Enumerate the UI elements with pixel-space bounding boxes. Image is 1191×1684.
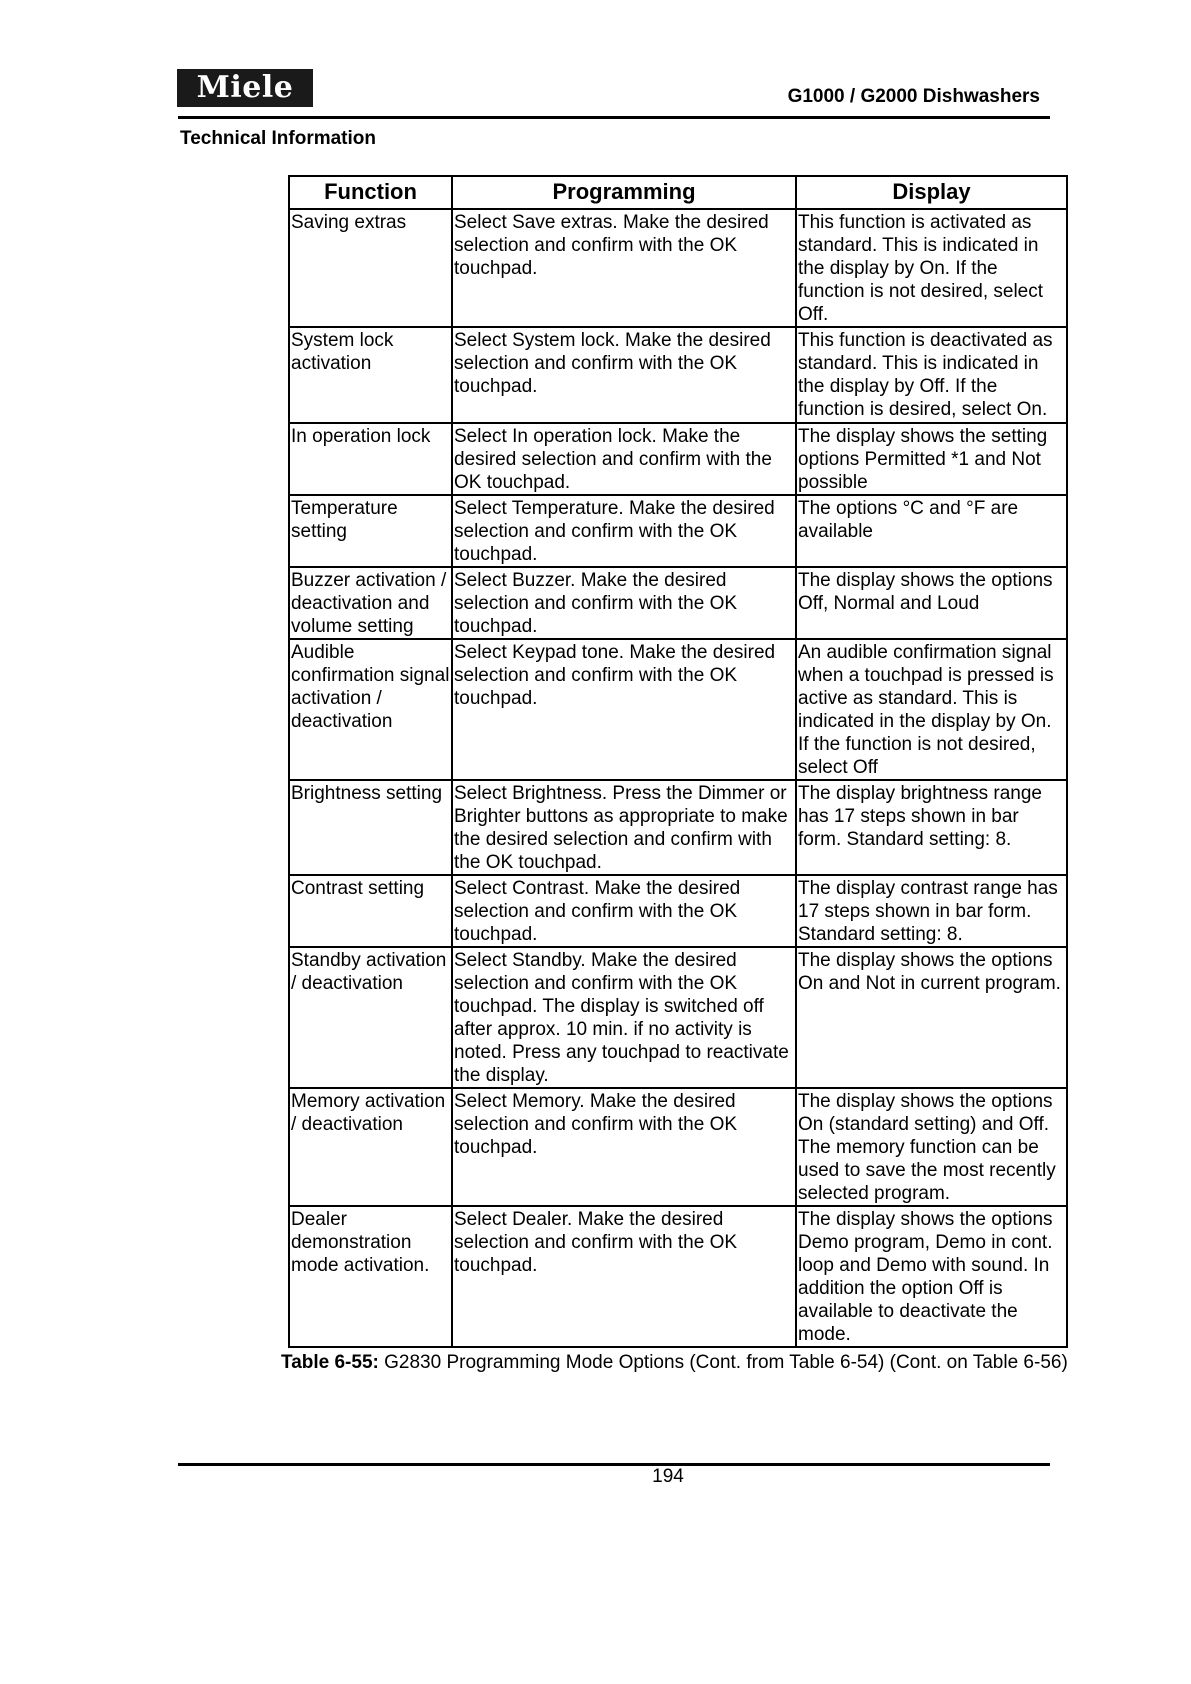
programming-cell: Select Buzzer. Make the desired selection and confirm with the OK touchpad.: [452, 567, 796, 639]
programming-cell: Select Keypad tone. Make the desired selection and confirm with the OK touchpad.: [452, 639, 796, 780]
function-cell: System lock activation: [289, 327, 452, 423]
table-row: [289, 327, 1067, 423]
page-number: 194: [652, 1466, 684, 1487]
programming-cell: Select In operation lock. Make the desired selection and confirm with the OK touchpad.: [452, 423, 796, 495]
display-cell: This function is activated as standard. This is indicated in the display by On. If the function is not desired, select Off.: [796, 209, 1067, 327]
function-cell: Audible confirmation signal activation / deactivation: [289, 639, 452, 780]
programming-options-table: [288, 175, 1068, 1348]
programming-cell: Select Brightness. Press the Dimmer or Brighter buttons as appropriate to make the desired selection and confirm with the OK touchpad.: [452, 780, 796, 875]
table-row: [289, 639, 1067, 780]
display-cell: The options °C and °F are available: [796, 495, 1067, 567]
function-cell: Contrast setting: [289, 875, 452, 947]
brand-logo: [177, 69, 313, 107]
display-cell: The display shows the options Off, Normal and Loud: [796, 567, 1067, 639]
programming-cell: Select Memory. Make the desired selection and confirm with the OK touchpad.: [452, 1088, 796, 1206]
table-row: [289, 947, 1067, 1088]
table-caption-label: Table 6-55:: [281, 1352, 379, 1373]
display-cell: The display brightness range has 17 steps shown in bar form. Standard setting: 8.: [796, 780, 1067, 875]
column-header-function: Function: [289, 176, 452, 209]
function-cell: Dealer demonstration mode activation.: [289, 1206, 452, 1347]
function-cell: In operation lock: [289, 423, 452, 495]
table-caption-text: G2830 Programming Mode Options (Cont. from Table 6-54) (Cont. on Table 6-56): [378, 1352, 1068, 1373]
function-cell: Saving extras: [289, 209, 452, 327]
table-row: [289, 780, 1067, 875]
function-cell: Memory activation / deactivation: [289, 1088, 452, 1206]
column-header-display: Display: [796, 176, 1067, 209]
document-title: G1000 / G2000 Dishwashers: [787, 86, 1040, 107]
table-row: [289, 495, 1067, 567]
table-header-row: [289, 176, 1067, 209]
function-cell: Buzzer activation / deactivation and volume setting: [289, 567, 452, 639]
programming-cell: Select Standby. Make the desired selection and confirm with the OK touchpad. The display is switched off after approx. 10 min. if no activity is noted. Press any touchpad to reactivate the display.: [452, 947, 796, 1088]
table-row: [289, 1088, 1067, 1206]
programming-cell: Select System lock. Make the desired selection and confirm with the OK touchpad.: [452, 327, 796, 423]
display-cell: The display shows the options On and Not in current program.: [796, 947, 1067, 1088]
programming-cell: Select Save extras. Make the desired selection and confirm with the OK touchpad.: [452, 209, 796, 327]
table-row: [289, 423, 1067, 495]
table-caption: [281, 1352, 1141, 1374]
programming-cell: Select Contrast. Make the desired selection and confirm with the OK touchpad.: [452, 875, 796, 947]
display-cell: The display shows the options On (standard setting) and Off. The memory function can be used to save the most recently selected program.: [796, 1088, 1067, 1206]
programming-cell: Select Dealer. Make the desired selection and confirm with the OK touchpad.: [452, 1206, 796, 1347]
display-cell: An audible confirmation signal when a touchpad is pressed is active as standard. This is indicated in the display by On. If the function is not desired, select Off: [796, 639, 1067, 780]
table-row: [289, 209, 1067, 327]
table-row: [289, 1206, 1067, 1347]
display-cell: This function is deactivated as standard. This is indicated in the display by Off. If the function is desired, select On.: [796, 327, 1067, 423]
header-divider: [178, 116, 1050, 119]
section-title: Technical Information: [180, 128, 377, 149]
display-cell: The display shows the setting options Permitted *1 and Not possible: [796, 423, 1067, 495]
display-cell: The display shows the options Demo program, Demo in cont. loop and Demo with sound. In addition the option Off is available to deactivate the mode.: [796, 1206, 1067, 1347]
function-cell: Brightness setting: [289, 780, 452, 875]
function-cell: Temperature setting: [289, 495, 452, 567]
function-cell: Standby activation / deactivation: [289, 947, 452, 1088]
display-cell: The display contrast range has 17 steps shown in bar form. Standard setting: 8.: [796, 875, 1067, 947]
brand-logo-text: Miele: [196, 70, 294, 105]
column-header-programming: Programming: [452, 176, 796, 209]
table-row: [289, 875, 1067, 947]
table-row: [289, 567, 1067, 639]
programming-cell: Select Temperature. Make the desired selection and confirm with the OK touchpad.: [452, 495, 796, 567]
